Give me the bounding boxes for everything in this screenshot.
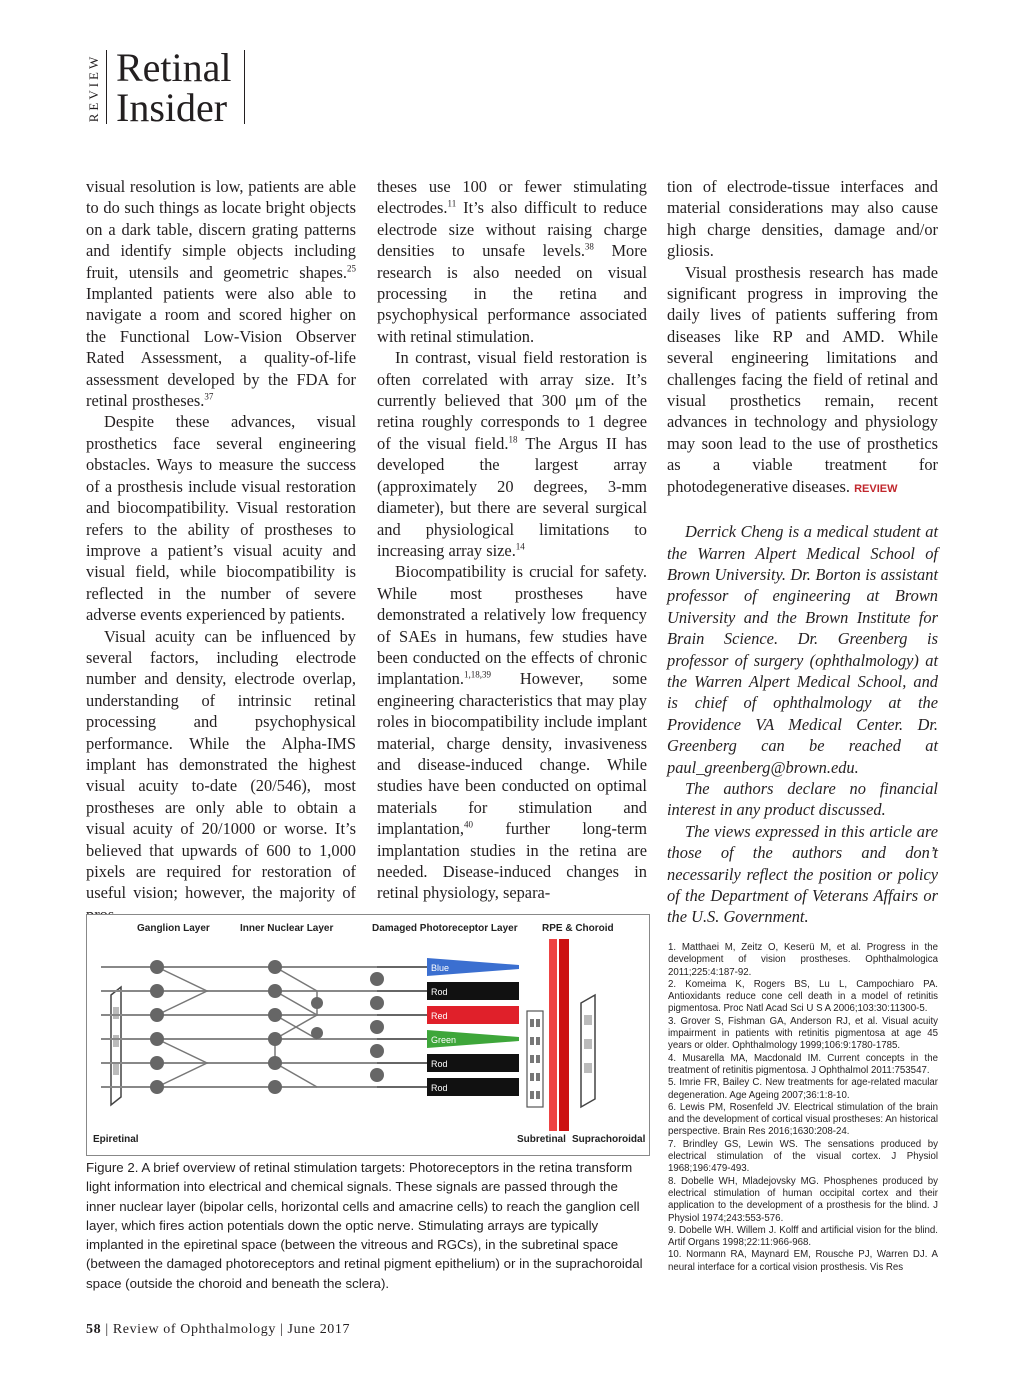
paragraph: tion of electrode-tissue interfaces and material considerations may also cause high charge densities, damage and/or gliosis. bbox=[667, 177, 938, 261]
photoreceptor-rod bbox=[377, 1054, 519, 1072]
author-bio: Derrick Cheng is a medical student at the Warren Alpert Medical School of Brown University. Dr. Borton is assistant professor of engineering at Brown University and the Brown Institute for Brain Science. Dr. Greenberg is professor of surgery (ophthalmology) at the Warren Alpert Medical School, and is chief of ophthalmology at the Providence VA Medical Center. Dr. Greenberg can be reached at paul_greenberg@brown.edu. bbox=[667, 522, 938, 777]
paragraph: theses use 100 or fewer stimulating electrodes.$^{11}$ It’s also difficult to reduce electrode size without raising charge densities to unsafe levels.$^{38}$ More research is also needed on visual processing in the retina and psychophysical performance associated with retinal stimulation. bbox=[377, 177, 647, 346]
choroid-layer bbox=[559, 939, 569, 1131]
page-number: 58 bbox=[86, 1322, 102, 1337]
section-label: REVIEW bbox=[86, 53, 101, 123]
inner-nuclear-cells bbox=[268, 960, 384, 1094]
disclosure: The authors declare no financial interest in any product discussed. bbox=[667, 778, 938, 820]
reference-item: 10. Normann RA, Maynard EM, Rousche PJ, Warren DJ. A neural interface for a cortical vision prosthesis. Vis Res bbox=[668, 1249, 938, 1273]
reference-item: 5. Imrie FR, Bailey C. New treatments for age-related macular degeneration. Age Ageing 2007;36:1:8-10. bbox=[668, 1077, 938, 1101]
label-photoreceptor: Damaged Photoreceptor Layer bbox=[372, 923, 518, 934]
figure-retina-diagram bbox=[86, 914, 650, 1156]
reference-item: 1. Matthaei M, Zeitz O, Keserü M, et al. Progress in the development of vision prostheses. Ophthalmologica 2011;225:4:187-92. bbox=[668, 942, 938, 978]
paragraph: Despite these advances, visual prosthetics face several engineering obstacles. Ways to measure the success of a prosthesis include visual restoration and biocompatibility. Visual restoration refers to the ability of prostheses to improve a patient’s visual acuity and visual field, while biocompatibility is reflected in the number of severe adverse events experienced by patients. bbox=[86, 412, 356, 625]
body-column-1 bbox=[86, 176, 356, 925]
photoreceptor-label: Rod bbox=[431, 1059, 448, 1069]
photoreceptor-rod bbox=[377, 982, 519, 1000]
photoreceptor-label: Rod bbox=[431, 1083, 448, 1093]
epiretinal-electrodes bbox=[113, 1007, 119, 1075]
reference-item: 3. Grover S, Fishman GA, Anderson RJ, et al. Visual acuity impairment in patients with retinitis pigmentosa at age 45 years or older. Ophthalmology 1999;106:9:1780-1785. bbox=[668, 1015, 938, 1052]
photoreceptor-label: Rod bbox=[431, 987, 448, 997]
reference-list bbox=[668, 942, 938, 1274]
paragraph: Biocompatibility is crucial for safety. While most prostheses have demonstrated a relatively low frequency of SAEs in humans, few studies have been conducted on the effects of chronic implantation.$^{1,18,39}$ However, some engineering characteristics that may play roles in biocompatibility include implant material, charge density, invasiveness and disease-induced change. While studies have been conducted on optimal materials for stimulation and implantation,$^{40}$ further long-term implantation studies in the retina are needed. Disease-induced changes in retinal physiology, separa- bbox=[377, 562, 647, 903]
photoreceptor-rod bbox=[377, 1078, 519, 1096]
publication-info: | Review of Ophthalmology | June 2017 bbox=[105, 1322, 351, 1337]
label-inner-nuclear: Inner Nuclear Layer bbox=[240, 923, 334, 934]
end-mark: REVIEW bbox=[854, 482, 898, 495]
paragraph: Visual prosthesis research has made significant progress in improving the daily lives of patients suffering from diseases like RP and AMD. While several engineering limitations and challenges facing the field of retinal and visual prosthetics remain, recent advances in technology and physiology may soon lead to the use of prosthetics as a viable treatment for photodegenerative diseases. REVIEW bbox=[667, 262, 938, 496]
paragraph: Visual acuity can be influenced by several factors, including electrode number and density, electrode overlap, understanding of intrinsic retinal processing and psychophysical performance. While the Alpha-IMS implant has demonstrated the highest visual acuity to-date (20/546), most prostheses are only able to obtain a visual acuity of 20/1000 or worse. It’s believed that upwards of 600 to 1,000 pixels are required for restoration of useful vision; however, the majority of bbox=[86, 626, 356, 903]
reference-item: 8. Dobelle WH, Mladejovsky MG. Phosphenes produced by electrical stimulation of human occipital cortex and their application to the development of a prosthesis for the blind. J Physiol 1974;243:553-576. bbox=[668, 1175, 938, 1224]
reference-item: 2. Komeima K, Rogers BS, Lu L, Campochiaro PA. Antioxidants reduce cone cell death in a model of retinitis pigmentosa. Proc Natl Acad Sci U S A 2006;103:30:11300-5. bbox=[668, 978, 938, 1015]
paragraph: visual resolution is low, patients are able to do such things as locate bright objects on a dark table, discern grating patterns and identify simple objects including fruit, utensils and geometric shapes.$^{25}$ Implanted patients were also able to navigate a room and scored higher on the Functional Low-Vision Observer Rated Assessment, a quality-of-life assessment developed by the FDA for retinal prostheses.$^{37}$ bbox=[86, 177, 356, 411]
label-suprachoroidal: Suprachoroidal bbox=[572, 1134, 646, 1145]
suprachoroidal-electrodes bbox=[584, 1015, 592, 1073]
reference-item: 4. Musarella MA, Macdonald IM. Current concepts in the treatment of retinitis pigmentosa. J Ophthalmol 2011:753547. bbox=[668, 1052, 938, 1076]
header-rule-left bbox=[106, 50, 107, 124]
paragraph: In contrast, visual field restoration is often correlated with array size. It’s currently believed that 300 μm of the retina roughly corresponds to 1 degree of the visual field.$^{18}$ The Argus II has developed the largest array (approximately 20 degrees, 3-mm diameter), but there are several surgical and physiological limitations to increasing array size.$^{14}$ bbox=[377, 348, 647, 560]
photoreceptor-red bbox=[377, 1006, 519, 1024]
body-column-3 bbox=[667, 176, 938, 928]
reference-item: 6. Lewis PM, Rosenfeld JV. Electrical stimulation of the brain and the development of cortical visual prostheses: An historical perspective. Brain Res 2016;1630:208-24. bbox=[668, 1101, 938, 1138]
subretinal-array bbox=[527, 1011, 543, 1107]
reference-item: 7. Brindley GS, Lewin WS. The sensations produced by electrical stimulation of the visual cortex. J Physiol 1968;196:479-493. bbox=[668, 1138, 938, 1175]
figure-caption: Figure 2. A brief overview of retinal stimulation targets: Photoreceptors in the retina transform light information into electrical and chemical signals. These signals are passed through the inner nuclear layer (bipolar cells, horizontal cells and amacrine cells) to reach the ganglion cell layer, which fires action potentials down the optic nerve. Stimulating arrays are typically implanted in the epiretinal space (between the vitreous and RGCs), in the subretinal space (between the damaged photoreceptors and retinal pigment epithelium) or in the suprachoroidal space (outside the choroid and beneath the sclera). bbox=[86, 1160, 643, 1291]
label-rpe: RPE & Choroid bbox=[542, 923, 614, 934]
photoreceptor-label: Green bbox=[431, 1035, 457, 1045]
header-rule-right bbox=[244, 50, 245, 124]
photoreceptor-label: Blue bbox=[431, 963, 450, 973]
ganglion-cells bbox=[150, 960, 164, 1094]
photoreceptor-green bbox=[377, 1030, 519, 1048]
page-footer bbox=[86, 1322, 350, 1338]
body-column-2 bbox=[377, 176, 647, 904]
disclaimer: The views expressed in this article are those of the authors and don’t necessarily reflect the position or policy of the Department of Veterans Affairs or the U.S. Government. bbox=[667, 821, 938, 927]
photoreceptor-blue bbox=[377, 958, 519, 976]
reference-item: 9. Dobelle WH. Willem J. Kolff and artificial vision for the blind. Artif Organs 1998;22:11:966-968. bbox=[668, 1224, 938, 1249]
department-title: Retinal Insider bbox=[116, 45, 232, 130]
photoreceptor-label: Red bbox=[431, 1011, 448, 1021]
cell-connections bbox=[157, 967, 317, 1087]
photoreceptor-group bbox=[377, 958, 519, 1096]
label-ganglion: Ganglion Layer bbox=[137, 923, 210, 934]
label-epiretinal: Epiretinal bbox=[93, 1134, 139, 1145]
suprachoroidal-array bbox=[581, 995, 595, 1107]
label-subretinal: Subretinal bbox=[517, 1134, 566, 1145]
rpe-layer bbox=[549, 939, 557, 1131]
